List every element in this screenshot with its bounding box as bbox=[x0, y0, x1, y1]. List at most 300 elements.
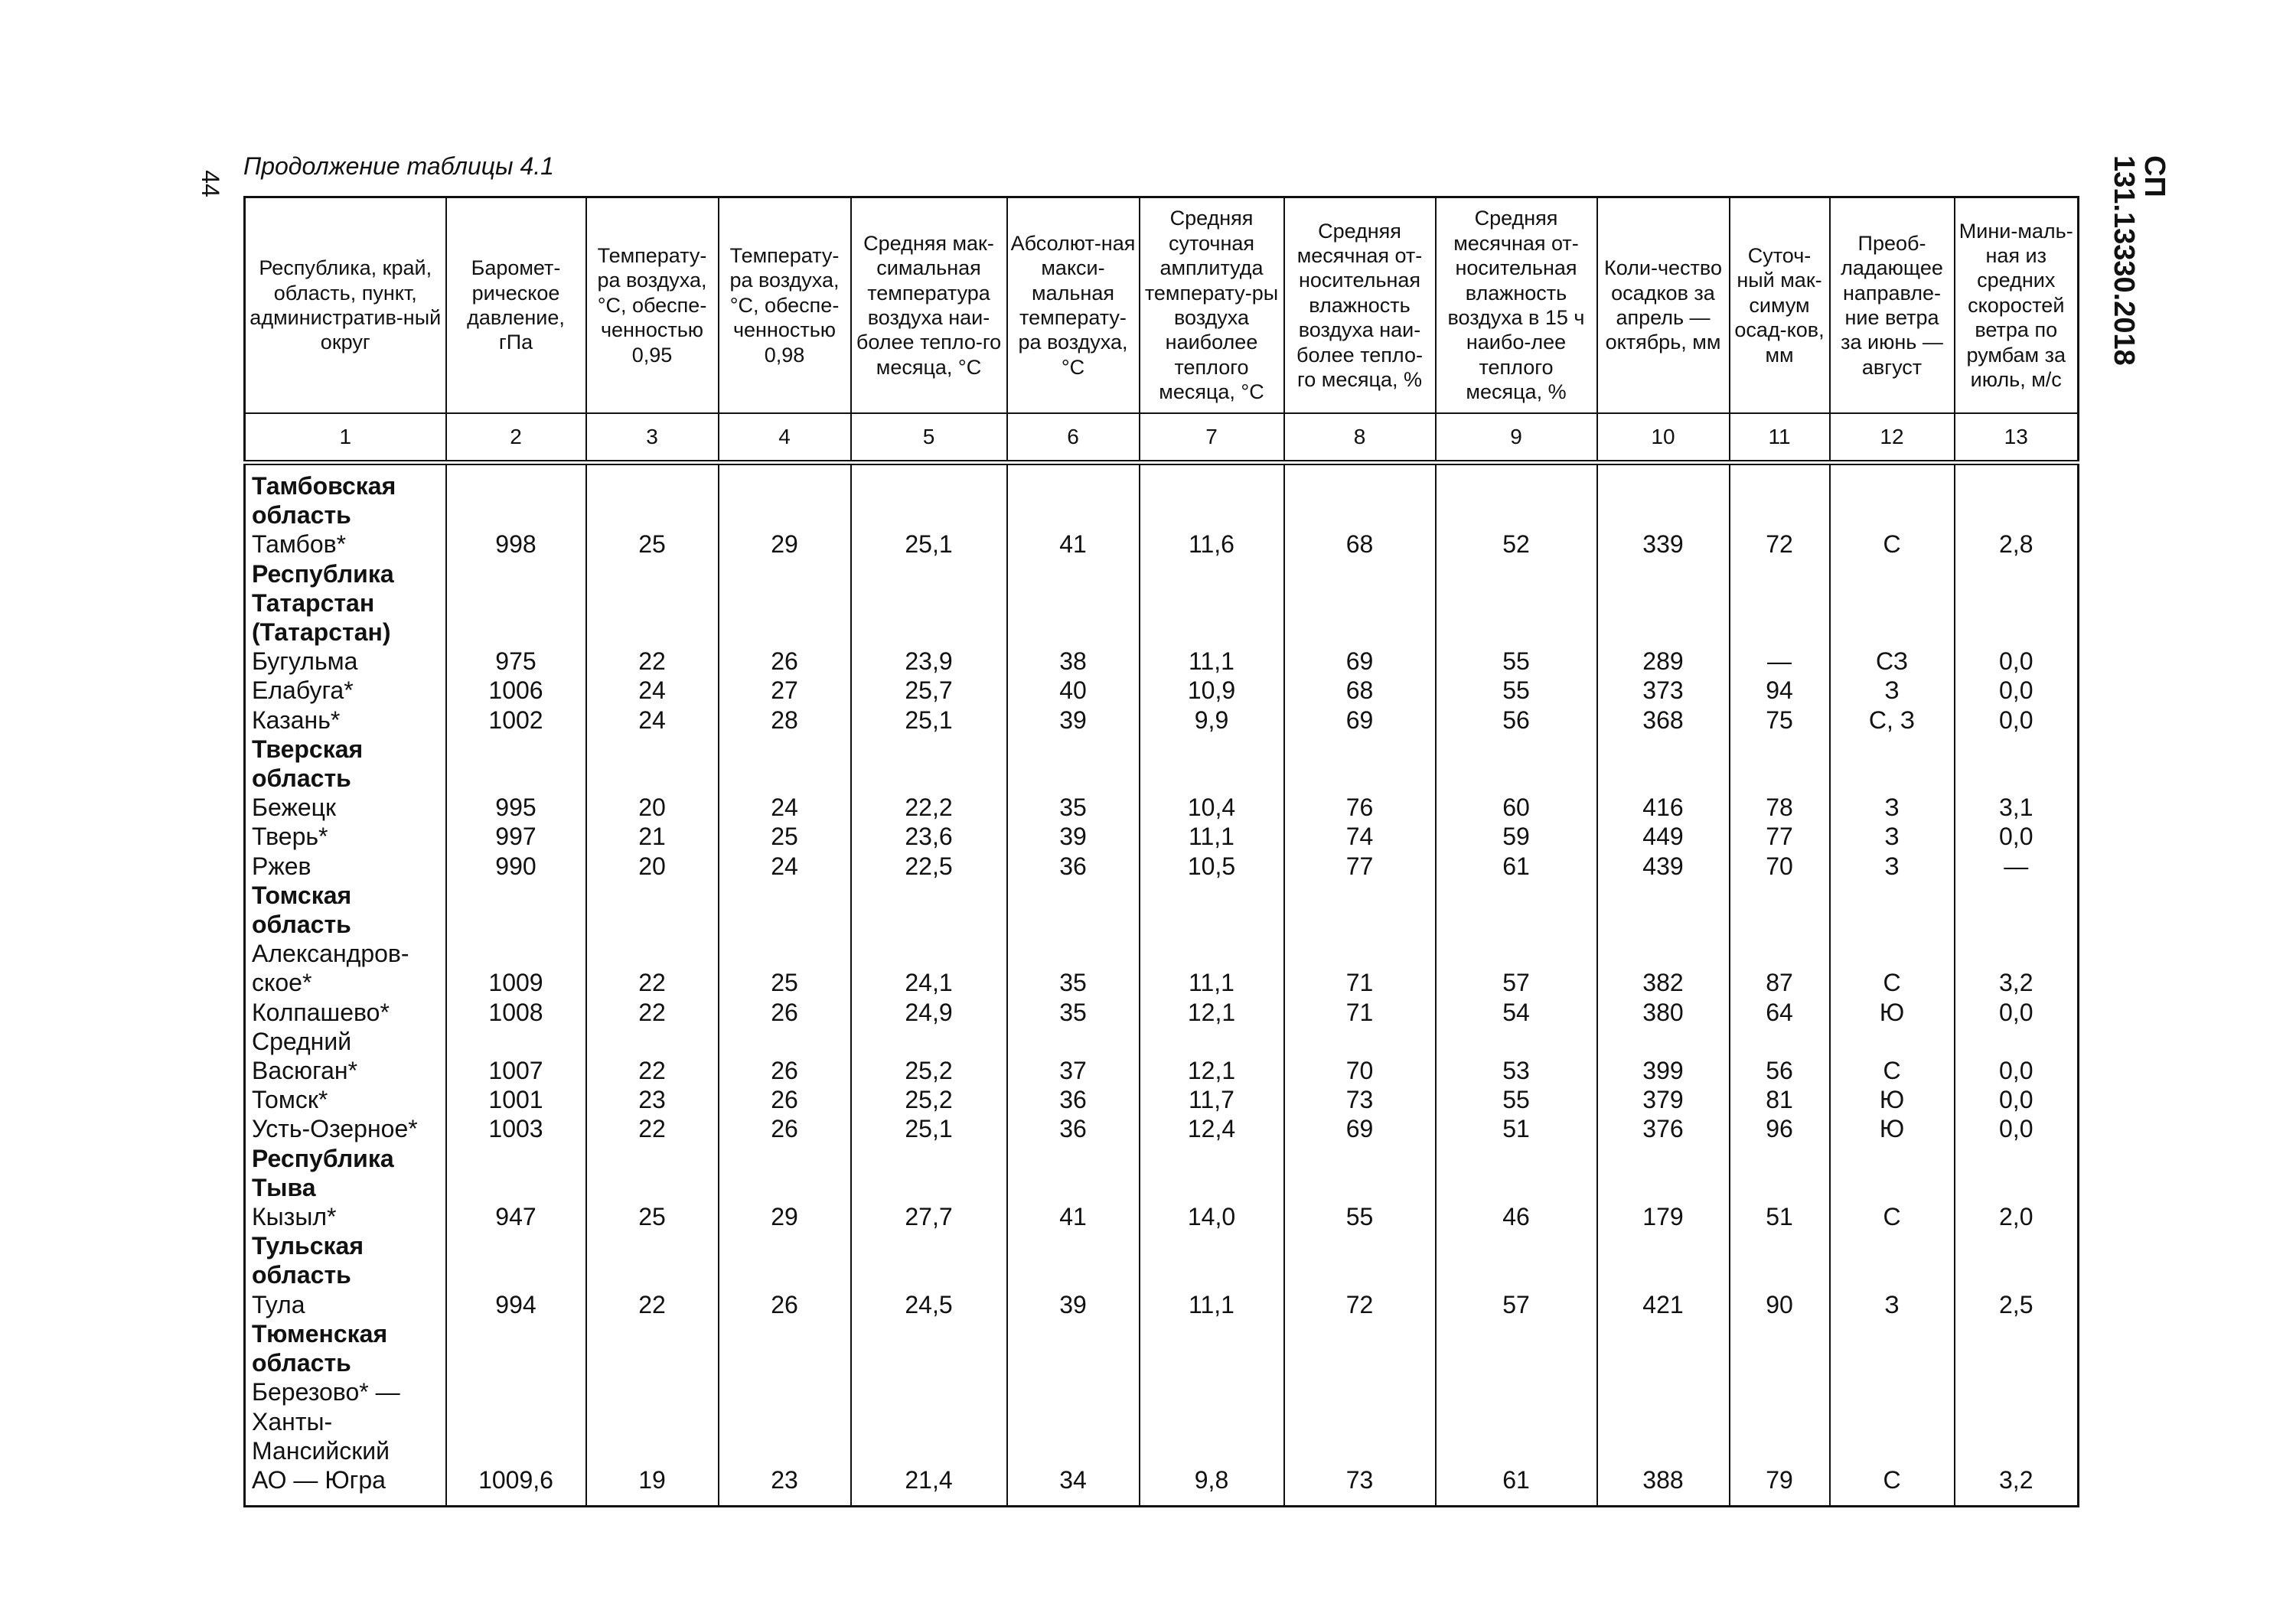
table-cell: 439 bbox=[1597, 852, 1730, 881]
table-cell: 73 bbox=[1284, 1377, 1436, 1506]
table-cell: 380 bbox=[1597, 998, 1730, 1027]
table-cell: 25 bbox=[719, 939, 851, 997]
table-cell bbox=[586, 735, 719, 793]
table-cell bbox=[719, 1231, 851, 1289]
table-cell: 55 bbox=[1284, 1202, 1436, 1231]
table-cell: 0,0 bbox=[1955, 1114, 2079, 1143]
table-body bbox=[245, 463, 2079, 1507]
location-name: Казань* bbox=[245, 706, 446, 735]
table-cell: 26 bbox=[719, 647, 851, 676]
table-cell: 55 bbox=[1436, 676, 1597, 705]
table-cell: С bbox=[1830, 939, 1955, 997]
table-cell: 36 bbox=[1007, 1085, 1140, 1114]
table-cell: 21 bbox=[586, 822, 719, 851]
table-cell: 995 bbox=[446, 793, 586, 822]
location-name: Елабуга* bbox=[245, 676, 446, 705]
table-cell: 35 bbox=[1007, 793, 1140, 822]
table-cell bbox=[1140, 463, 1284, 530]
table-cell: 11,1 bbox=[1140, 822, 1284, 851]
table-cell bbox=[1436, 1319, 1597, 1377]
region-row bbox=[245, 559, 2079, 647]
table-cell bbox=[1597, 463, 1730, 530]
table-cell: 71 bbox=[1284, 939, 1436, 997]
table-cell bbox=[1597, 735, 1730, 793]
table-cell: 22,5 bbox=[851, 852, 1007, 881]
column-number: 7 bbox=[1140, 413, 1284, 463]
table-cell: 96 bbox=[1730, 1114, 1830, 1143]
table-cell: З bbox=[1830, 793, 1955, 822]
table-cell: С bbox=[1830, 530, 1955, 559]
table-cell bbox=[446, 735, 586, 793]
region-name: Республика Татарстан (Татарстан) bbox=[245, 559, 446, 647]
table-cell bbox=[1007, 1231, 1140, 1289]
table-cell: 379 bbox=[1597, 1085, 1730, 1114]
table-cell bbox=[1007, 1319, 1140, 1377]
table-cell: 12,1 bbox=[1140, 1027, 1284, 1085]
table-cell: 24 bbox=[719, 852, 851, 881]
table-cell bbox=[1830, 735, 1955, 793]
table-cell bbox=[1284, 1319, 1436, 1377]
region-name: Республика Тыва bbox=[245, 1144, 446, 1202]
table-cell: 1009,6 bbox=[446, 1377, 586, 1506]
table-cell: 998 bbox=[446, 530, 586, 559]
table-cell: 24,9 bbox=[851, 998, 1007, 1027]
table-cell: 449 bbox=[1597, 822, 1730, 851]
table-cell: 35 bbox=[1007, 939, 1140, 997]
table-cell bbox=[1284, 735, 1436, 793]
region-name: Тюменская область bbox=[245, 1319, 446, 1377]
table-cell bbox=[586, 1144, 719, 1202]
climate-table bbox=[243, 196, 2079, 1507]
table-cell: 61 bbox=[1436, 1377, 1597, 1506]
table-cell: 39 bbox=[1007, 1290, 1140, 1319]
table-cell: 11,1 bbox=[1140, 1290, 1284, 1319]
table-cell bbox=[446, 1319, 586, 1377]
table-cell: 0,0 bbox=[1955, 1085, 2079, 1114]
table-cell bbox=[1597, 1319, 1730, 1377]
table-cell bbox=[586, 1319, 719, 1377]
table-cell: 37 bbox=[1007, 1027, 1140, 1085]
table-cell bbox=[1955, 1144, 2079, 1202]
table-cell bbox=[1140, 559, 1284, 647]
table-cell: 57 bbox=[1436, 1290, 1597, 1319]
table-cell: 26 bbox=[719, 1027, 851, 1085]
table-cell bbox=[719, 1144, 851, 1202]
table-cell: 76 bbox=[1284, 793, 1436, 822]
column-number: 2 bbox=[446, 413, 586, 463]
table-cell bbox=[719, 463, 851, 530]
table-cell bbox=[1730, 559, 1830, 647]
table-cell: 24 bbox=[586, 676, 719, 705]
table-cell: 38 bbox=[1007, 647, 1140, 676]
table-cell: 2,8 bbox=[1955, 530, 2079, 559]
region-name: Тамбовская область bbox=[245, 463, 446, 530]
location-name: Томск* bbox=[245, 1085, 446, 1114]
header-cell: Абсолют-ная макси-мальная температу-ра воздуха, °С bbox=[1007, 197, 1140, 414]
table-cell: 179 bbox=[1597, 1202, 1730, 1231]
column-number: 13 bbox=[1955, 413, 2079, 463]
table-cell bbox=[446, 1144, 586, 1202]
table-row bbox=[245, 1027, 2079, 1085]
table-cell bbox=[1597, 1231, 1730, 1289]
table-cell: 0,0 bbox=[1955, 706, 2079, 735]
table-cell bbox=[1597, 1144, 1730, 1202]
table-cell bbox=[1955, 463, 2079, 530]
table-cell: 69 bbox=[1284, 1114, 1436, 1143]
table-cell bbox=[446, 463, 586, 530]
table-cell bbox=[586, 1231, 719, 1289]
table-cell: 68 bbox=[1284, 530, 1436, 559]
location-name: Тула bbox=[245, 1290, 446, 1319]
table-cell bbox=[851, 463, 1007, 530]
table-cell: 11,1 bbox=[1140, 647, 1284, 676]
table-cell: 61 bbox=[1436, 852, 1597, 881]
table-cell: 0,0 bbox=[1955, 998, 2079, 1027]
table-cell: 2,0 bbox=[1955, 1202, 2079, 1231]
table-cell: 41 bbox=[1007, 1202, 1140, 1231]
table-cell bbox=[1830, 1144, 1955, 1202]
table-cell: 22 bbox=[586, 1114, 719, 1143]
location-name: Ржев bbox=[245, 852, 446, 881]
table-cell bbox=[586, 463, 719, 530]
table-cell: 25,2 bbox=[851, 1085, 1007, 1114]
table-cell bbox=[586, 559, 719, 647]
table-cell: 368 bbox=[1597, 706, 1730, 735]
table-cell: 22,2 bbox=[851, 793, 1007, 822]
location-name: Александров- ское* bbox=[245, 939, 446, 997]
table-cell: 71 bbox=[1284, 998, 1436, 1027]
table-cell: 46 bbox=[1436, 1202, 1597, 1231]
column-number: 6 bbox=[1007, 413, 1140, 463]
table-cell: С, З bbox=[1830, 706, 1955, 735]
location-name: Кызыл* bbox=[245, 1202, 446, 1231]
region-name: Томская область bbox=[245, 881, 446, 939]
location-name: Средний Васюган* bbox=[245, 1027, 446, 1085]
table-cell: 1001 bbox=[446, 1085, 586, 1114]
table-cell bbox=[1436, 735, 1597, 793]
table-cell: 339 bbox=[1597, 530, 1730, 559]
header-cell: Баромет-рическое давление, гПа bbox=[446, 197, 586, 414]
table-cell: 35 bbox=[1007, 998, 1140, 1027]
table-cell: 28 bbox=[719, 706, 851, 735]
table-cell bbox=[1007, 463, 1140, 530]
table-cell: З bbox=[1830, 852, 1955, 881]
column-number: 9 bbox=[1436, 413, 1597, 463]
header-cell: Температу-ра воздуха, °С, обеспе-ченностью 0,95 bbox=[586, 197, 719, 414]
table-cell: 20 bbox=[586, 852, 719, 881]
table-cell: 0,0 bbox=[1955, 676, 2079, 705]
table-cell bbox=[1597, 881, 1730, 939]
table-cell: Ю bbox=[1830, 1114, 1955, 1143]
region-name: Тульская область bbox=[245, 1231, 446, 1289]
table-cell: 36 bbox=[1007, 852, 1140, 881]
table-cell: 1008 bbox=[446, 998, 586, 1027]
table-cell bbox=[1436, 559, 1597, 647]
table-cell: С bbox=[1830, 1027, 1955, 1085]
header-cell: Средняя суточная амплитуда температу-ры воздуха наиболее теплого месяца, °С bbox=[1140, 197, 1284, 414]
table-cell: 11,7 bbox=[1140, 1085, 1284, 1114]
table-cell: 36 bbox=[1007, 1114, 1140, 1143]
table-cell: Ю bbox=[1830, 998, 1955, 1027]
table-cell bbox=[1730, 735, 1830, 793]
table-cell: 26 bbox=[719, 1290, 851, 1319]
table-cell: 54 bbox=[1436, 998, 1597, 1027]
table-cell: 27,7 bbox=[851, 1202, 1007, 1231]
location-name: Колпашево* bbox=[245, 998, 446, 1027]
table-cell bbox=[586, 881, 719, 939]
table-cell: 55 bbox=[1436, 647, 1597, 676]
table-cell bbox=[1436, 881, 1597, 939]
region-row bbox=[245, 463, 2079, 530]
table-cell: 24 bbox=[719, 793, 851, 822]
table-cell: 70 bbox=[1730, 852, 1830, 881]
table-row bbox=[245, 1290, 2079, 1319]
table-cell: 994 bbox=[446, 1290, 586, 1319]
table-cell: 69 bbox=[1284, 647, 1436, 676]
table-cell: 26 bbox=[719, 998, 851, 1027]
table-cell bbox=[1730, 1319, 1830, 1377]
table-cell: З bbox=[1830, 676, 1955, 705]
table-cell: 94 bbox=[1730, 676, 1830, 705]
table-cell: 27 bbox=[719, 676, 851, 705]
table-cell: 388 bbox=[1597, 1377, 1730, 1506]
header-cell: Средняя мак-симальная температура воздуха наи-более тепло-го месяца, °С bbox=[851, 197, 1007, 414]
table-cell: 69 bbox=[1284, 706, 1436, 735]
table-cell: 68 bbox=[1284, 676, 1436, 705]
location-name: Тверь* bbox=[245, 822, 446, 851]
header-cell: Средняя месячная от-носительная влажность воздуха наи-более тепло-го месяца, % bbox=[1284, 197, 1436, 414]
table-cell: 24,1 bbox=[851, 939, 1007, 997]
table-cell: 3,2 bbox=[1955, 939, 2079, 997]
table-cell bbox=[1730, 1231, 1830, 1289]
table-cell bbox=[1284, 881, 1436, 939]
table-cell bbox=[1730, 881, 1830, 939]
table-cell: 289 bbox=[1597, 647, 1730, 676]
table-cell bbox=[1955, 881, 2079, 939]
table-cell: 74 bbox=[1284, 822, 1436, 851]
table-cell bbox=[1007, 559, 1140, 647]
table-cell: 22 bbox=[586, 939, 719, 997]
location-name: Тамбов* bbox=[245, 530, 446, 559]
table-cell: 34 bbox=[1007, 1377, 1140, 1506]
table-cell: 73 bbox=[1284, 1085, 1436, 1114]
table-cell: 78 bbox=[1730, 793, 1830, 822]
table-cell: СЗ bbox=[1830, 647, 1955, 676]
table-cell: 29 bbox=[719, 1202, 851, 1231]
table-cell bbox=[1284, 1231, 1436, 1289]
header-cell: Преоб-ладающее направле-ние ветра за июнь — август bbox=[1830, 197, 1955, 414]
table-cell: 399 bbox=[1597, 1027, 1730, 1085]
table-cell: 10,5 bbox=[1140, 852, 1284, 881]
table-cell: — bbox=[1955, 852, 2079, 881]
table-cell: 21,4 bbox=[851, 1377, 1007, 1506]
table-row bbox=[245, 822, 2079, 851]
table-cell: 23 bbox=[586, 1085, 719, 1114]
region-row bbox=[245, 1144, 2079, 1202]
table-cell bbox=[719, 1319, 851, 1377]
region-name: Тверская область bbox=[245, 735, 446, 793]
table-cell: 12,4 bbox=[1140, 1114, 1284, 1143]
column-number: 5 bbox=[851, 413, 1007, 463]
table-cell bbox=[446, 881, 586, 939]
table-cell bbox=[851, 559, 1007, 647]
page-number: 44 bbox=[197, 170, 224, 197]
column-number: 4 bbox=[719, 413, 851, 463]
table-cell bbox=[1436, 463, 1597, 530]
table-cell: 90 bbox=[1730, 1290, 1830, 1319]
table-row bbox=[245, 647, 2079, 676]
table-cell bbox=[1955, 1319, 2079, 1377]
table-cell: 25 bbox=[719, 822, 851, 851]
table-cell bbox=[851, 881, 1007, 939]
table-cell: 3,2 bbox=[1955, 1377, 2079, 1506]
table-cell: 23,6 bbox=[851, 822, 1007, 851]
table-cell bbox=[1140, 1144, 1284, 1202]
table-cell: С bbox=[1830, 1377, 1955, 1506]
table-cell: 997 bbox=[446, 822, 586, 851]
table-cell bbox=[1007, 735, 1140, 793]
table-cell: 77 bbox=[1284, 852, 1436, 881]
table-cell: 22 bbox=[586, 1027, 719, 1085]
table-cell: 25,1 bbox=[851, 530, 1007, 559]
table-cell: 29 bbox=[719, 530, 851, 559]
table-cell: 51 bbox=[1730, 1202, 1830, 1231]
table-cell bbox=[1284, 559, 1436, 647]
table-cell bbox=[1140, 881, 1284, 939]
document-code: СП 131.13330.2018 bbox=[2108, 155, 2170, 366]
table-cell: 25 bbox=[586, 1202, 719, 1231]
header-cell: Республика, край, область, пункт, административ-ный округ bbox=[245, 197, 446, 414]
table-cell: 40 bbox=[1007, 676, 1140, 705]
table-cell bbox=[851, 1144, 1007, 1202]
table-cell: З bbox=[1830, 1290, 1955, 1319]
table-cell: 52 bbox=[1436, 530, 1597, 559]
table-cell bbox=[446, 559, 586, 647]
table-cell: 19 bbox=[586, 1377, 719, 1506]
table-cell: 57 bbox=[1436, 939, 1597, 997]
table-row bbox=[245, 530, 2079, 559]
table-row bbox=[245, 1202, 2079, 1231]
table-row bbox=[245, 1085, 2079, 1114]
table-cell: 70 bbox=[1284, 1027, 1436, 1085]
table-cell: 87 bbox=[1730, 939, 1830, 997]
table-cell bbox=[1830, 463, 1955, 530]
column-number: 10 bbox=[1597, 413, 1730, 463]
header-cell: Суточ-ный мак-симум осад-ков, мм bbox=[1730, 197, 1830, 414]
table-cell: 23,9 bbox=[851, 647, 1007, 676]
table-cell: 59 bbox=[1436, 822, 1597, 851]
region-row bbox=[245, 881, 2079, 939]
table-cell: 376 bbox=[1597, 1114, 1730, 1143]
table-cell: 26 bbox=[719, 1085, 851, 1114]
header-cell: Мини-маль-ная из средних скоростей ветра по румбам за июль, м/с bbox=[1955, 197, 2079, 414]
table-cell: 51 bbox=[1436, 1114, 1597, 1143]
table-row bbox=[245, 852, 2079, 881]
table-cell: 24 bbox=[586, 706, 719, 735]
table-cell: 26 bbox=[719, 1114, 851, 1143]
table-cell: 56 bbox=[1436, 706, 1597, 735]
table-row bbox=[245, 998, 2079, 1027]
table-cell: 3,1 bbox=[1955, 793, 2079, 822]
table-cell bbox=[1830, 881, 1955, 939]
table-row bbox=[245, 676, 2079, 705]
table-cell: 12,1 bbox=[1140, 998, 1284, 1027]
table-cell bbox=[851, 1319, 1007, 1377]
table-caption: Продолжение таблицы 4.1 bbox=[243, 152, 554, 180]
table-cell: 11,6 bbox=[1140, 530, 1284, 559]
table-row bbox=[245, 1114, 2079, 1143]
table-cell: З bbox=[1830, 822, 1955, 851]
table-cell bbox=[1730, 463, 1830, 530]
table-cell bbox=[1730, 1144, 1830, 1202]
table-cell bbox=[1830, 559, 1955, 647]
table-cell: 11,1 bbox=[1140, 939, 1284, 997]
table-cell: 14,0 bbox=[1140, 1202, 1284, 1231]
location-name: Усть-Озерное* bbox=[245, 1114, 446, 1143]
table-cell: 75 bbox=[1730, 706, 1830, 735]
table-row bbox=[245, 939, 2079, 997]
table-cell: 0,0 bbox=[1955, 1027, 2079, 1085]
table-cell: 81 bbox=[1730, 1085, 1830, 1114]
table-cell: 53 bbox=[1436, 1027, 1597, 1085]
table-cell: 72 bbox=[1284, 1290, 1436, 1319]
table-cell bbox=[446, 1231, 586, 1289]
table-cell: 22 bbox=[586, 1290, 719, 1319]
table-cell: 39 bbox=[1007, 706, 1140, 735]
table-cell bbox=[1830, 1231, 1955, 1289]
table-cell: 1002 bbox=[446, 706, 586, 735]
table-cell bbox=[851, 735, 1007, 793]
table-cell: 41 bbox=[1007, 530, 1140, 559]
table-cell: 975 bbox=[446, 647, 586, 676]
table-cell: 947 bbox=[446, 1202, 586, 1231]
column-number: 1 bbox=[245, 413, 446, 463]
table-cell: 1003 bbox=[446, 1114, 586, 1143]
table-cell: 55 bbox=[1436, 1085, 1597, 1114]
table-cell: 25,1 bbox=[851, 1114, 1007, 1143]
table-cell: С bbox=[1830, 1202, 1955, 1231]
table-cell: 24,5 bbox=[851, 1290, 1007, 1319]
table-cell bbox=[1955, 559, 2079, 647]
table-cell bbox=[1140, 735, 1284, 793]
table-cell bbox=[1140, 1231, 1284, 1289]
table-cell: 1006 bbox=[446, 676, 586, 705]
table-cell: 39 bbox=[1007, 822, 1140, 851]
table-cell: 77 bbox=[1730, 822, 1830, 851]
table-cell: 23 bbox=[719, 1377, 851, 1506]
table-cell: 25 bbox=[586, 530, 719, 559]
table-cell: 9,9 bbox=[1140, 706, 1284, 735]
table-cell bbox=[719, 559, 851, 647]
table-cell bbox=[1597, 559, 1730, 647]
table-cell bbox=[1284, 1144, 1436, 1202]
table-cell: 60 bbox=[1436, 793, 1597, 822]
table-cell: 22 bbox=[586, 998, 719, 1027]
table-cell bbox=[1140, 1319, 1284, 1377]
table-cell: 0,0 bbox=[1955, 647, 2079, 676]
table-cell bbox=[851, 1231, 1007, 1289]
region-row bbox=[245, 735, 2079, 793]
header-row bbox=[245, 197, 2079, 414]
table-cell: Ю bbox=[1830, 1085, 1955, 1114]
column-number: 11 bbox=[1730, 413, 1830, 463]
location-name: Бежецк bbox=[245, 793, 446, 822]
region-row bbox=[245, 1319, 2079, 1377]
table-row bbox=[245, 706, 2079, 735]
header-cell: Температу-ра воздуха, °С, обеспе-ченностью 0,98 bbox=[719, 197, 851, 414]
table-cell: 0,0 bbox=[1955, 822, 2079, 851]
column-number: 3 bbox=[586, 413, 719, 463]
